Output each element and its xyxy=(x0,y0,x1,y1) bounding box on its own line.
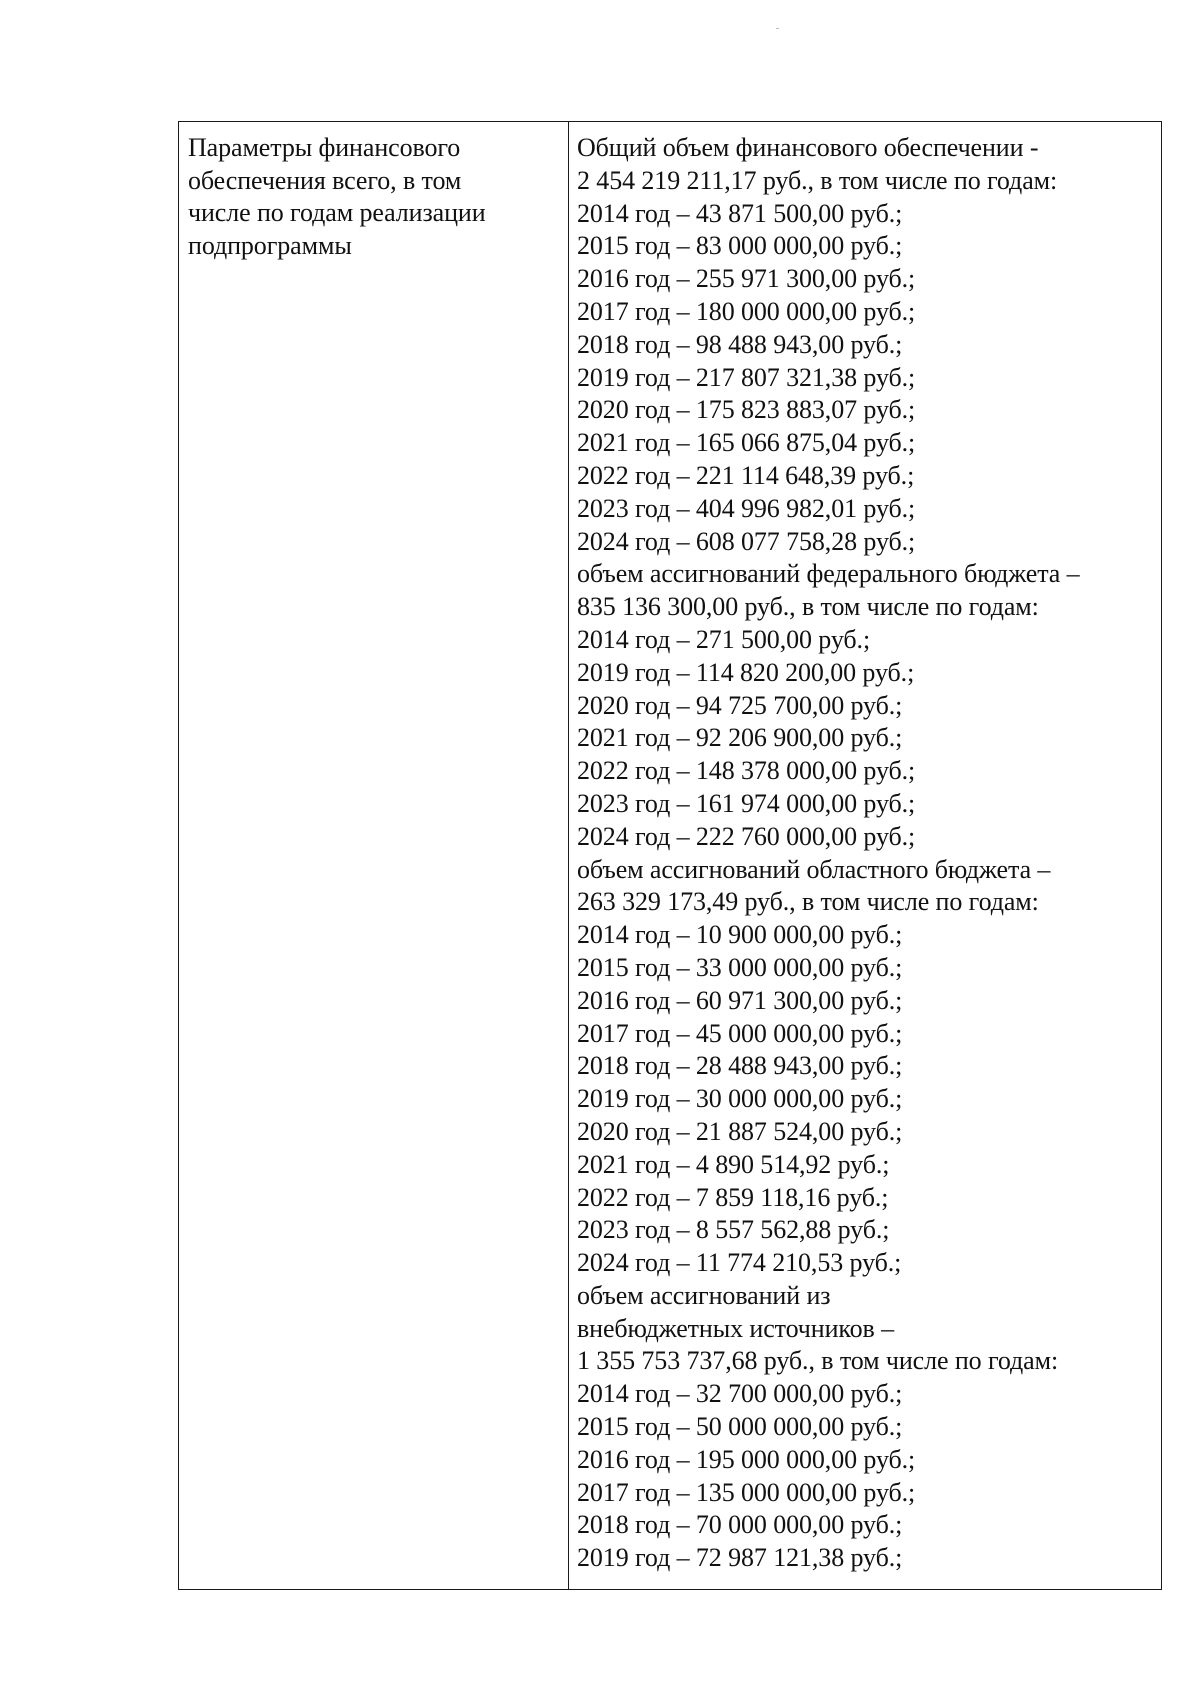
federal-year-line: 2020 год – 94 725 700,00 руб.; xyxy=(577,690,903,720)
parameter-name-line: числе по годам реализации xyxy=(188,198,486,227)
federal-year-line: 2022 год – 148 378 000,00 руб.; xyxy=(577,756,916,786)
regional-year-line: 2017 год – 45 000 000,00 руб.; xyxy=(577,1018,903,1048)
total-year-line: 2015 год – 83 000 000,00 руб.; xyxy=(577,231,903,261)
extrabudgetary-amount: 1 355 753 737,68 руб., в том числе по годам: xyxy=(577,1346,1059,1376)
extrabudgetary-year-line: 2016 год – 195 000 000,00 руб.; xyxy=(577,1444,916,1474)
regional-budget-heading: объем ассигнований областного бюджета – xyxy=(577,854,1051,884)
total-year-line: 2017 год – 180 000 000,00 руб.; xyxy=(577,296,916,326)
parameter-name-line: обеспечения всего, в том xyxy=(188,165,462,195)
regional-year-line: 2024 год – 11 774 210,53 руб.; xyxy=(577,1248,902,1278)
total-year-line: 2021 год – 165 066 875,04 руб.; xyxy=(577,428,916,458)
federal-year-line: 2014 год – 271 500,00 руб.; xyxy=(577,624,871,654)
federal-budget-heading: объем ассигнований федерального бюджета – xyxy=(577,559,1080,589)
regional-year-line: 2015 год – 33 000 000,00 руб.; xyxy=(577,952,903,982)
regional-year-line: 2016 год – 60 971 300,00 руб.; xyxy=(577,985,903,1015)
regional-budget-amount: 263 329 173,49 руб., в том числе по годам: xyxy=(577,887,1039,917)
scan-artifact xyxy=(776,28,779,29)
extrabudgetary-year-line: 2017 год – 135 000 000,00 руб.; xyxy=(577,1477,916,1507)
extrabudgetary-year-line: 2018 год – 70 000 000,00 руб.; xyxy=(577,1510,903,1540)
total-year-line: 2014 год – 43 871 500,00 руб.; xyxy=(577,198,903,228)
total-year-line: 2019 год – 217 807 321,38 руб.; xyxy=(577,362,916,392)
regional-year-line: 2021 год – 4 890 514,92 руб.; xyxy=(577,1149,890,1179)
regional-year-line: 2019 год – 30 000 000,00 руб.; xyxy=(577,1084,903,1114)
parameter-name-cell xyxy=(179,122,569,1589)
extrabudgetary-year-line: 2015 год – 50 000 000,00 руб.; xyxy=(577,1412,903,1442)
total-year-line: 2022 год – 221 114 648,39 руб.; xyxy=(577,460,915,490)
federal-year-line: 2024 год – 222 760 000,00 руб.; xyxy=(577,821,916,851)
parameter-name-line: подпрограммы xyxy=(188,230,352,260)
total-year-line: 2020 год – 175 823 883,07 руб.; xyxy=(577,395,916,425)
federal-year-line: 2023 год – 161 974 000,00 руб.; xyxy=(577,788,916,818)
regional-year-line: 2023 год – 8 557 562,88 руб.; xyxy=(577,1215,890,1245)
regional-year-line: 2014 год – 10 900 000,00 руб.; xyxy=(577,920,903,950)
regional-year-line: 2022 год – 7 859 118,16 руб.; xyxy=(577,1182,889,1212)
total-financing-amount: 2 454 219 211,17 руб., в том числе по годам: xyxy=(577,165,1058,195)
extrabudgetary-heading: объем ассигнований из xyxy=(577,1280,831,1310)
regional-year-line: 2018 год – 28 488 943,00 руб.; xyxy=(577,1051,903,1081)
federal-budget-amount: 835 136 300,00 руб., в том числе по годам: xyxy=(577,592,1039,622)
federal-year-line: 2021 год – 92 206 900,00 руб.; xyxy=(577,723,903,753)
parameter-value-cell xyxy=(569,122,1161,1589)
total-financing-heading: Общий объем финансового обеспечении - xyxy=(577,133,1039,162)
parameter-name-line: Параметры финансового xyxy=(188,133,461,162)
total-year-line: 2018 год – 98 488 943,00 руб.; xyxy=(577,329,903,359)
extrabudgetary-year-line: 2014 год – 32 700 000,00 руб.; xyxy=(577,1379,903,1409)
extrabudgetary-year-line: 2019 год – 72 987 121,38 руб.; xyxy=(577,1543,903,1573)
total-year-line: 2016 год – 255 971 300,00 руб.; xyxy=(577,264,916,294)
federal-year-line: 2019 год – 114 820 200,00 руб.; xyxy=(577,657,915,687)
total-year-line: 2023 год – 404 996 982,01 руб.; xyxy=(577,493,916,523)
extrabudgetary-heading: внебюджетных источников – xyxy=(577,1313,894,1343)
financing-parameters-table xyxy=(178,121,1162,1590)
total-year-line: 2024 год – 608 077 758,28 руб.; xyxy=(577,526,916,556)
regional-year-line: 2020 год – 21 887 524,00 руб.; xyxy=(577,1116,903,1146)
